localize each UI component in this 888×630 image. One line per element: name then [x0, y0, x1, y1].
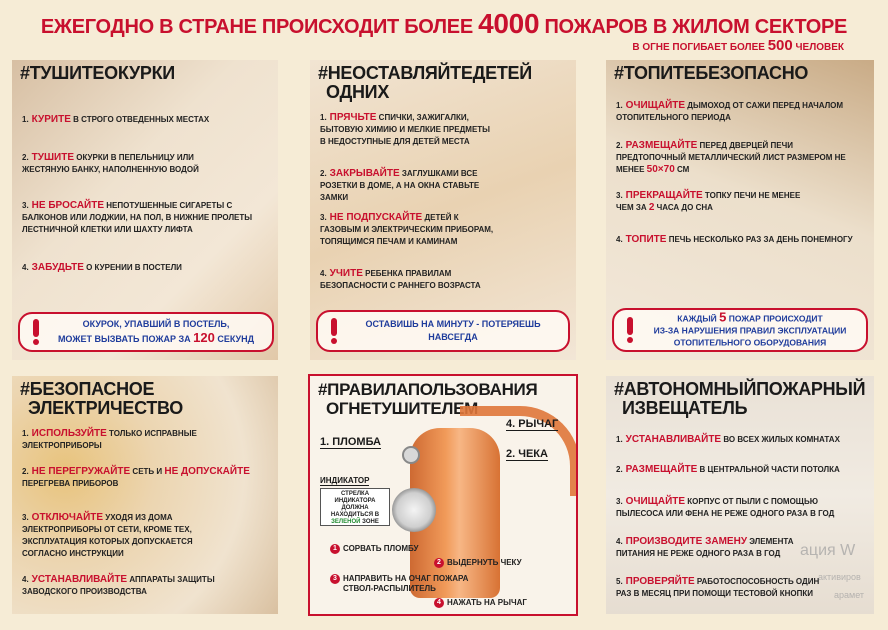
item-keyword: ОЧИЩАЙТЕ: [625, 100, 686, 111]
item-text: О КУРЕНИИ В ПОСТЕЛИ: [83, 263, 182, 272]
title-line: #БЕЗОПАСНОЕ: [20, 379, 155, 399]
step-item-sub: [343, 584, 436, 594]
list-item: [320, 112, 490, 148]
warning-line: НАВСЕГДА: [428, 332, 478, 342]
item-keyword: ЗАКРЫВАЙТЕ: [329, 168, 400, 179]
item-number: 1.: [616, 435, 623, 444]
panel-extinguisher: [308, 374, 578, 616]
item-number: 3.: [22, 513, 29, 522]
item-text: В СТРОГО ОТВЕДЕННЫХ МЕСТАХ: [70, 115, 210, 124]
item-keyword: РАЗМЕЩАЙТЕ: [625, 140, 698, 151]
exclamation-icon: [330, 318, 338, 344]
item-text: ЧАСА ДО СНА: [654, 203, 713, 212]
item-number: 3.: [22, 201, 29, 210]
title-line: #ПРАВИЛАПОЛЬЗОВАНИЯ: [318, 380, 538, 399]
list-item: [22, 466, 262, 490]
item-keyword: ТОПИТЕ: [625, 234, 667, 245]
item-text: ВО ВСЕХ ЖИЛЫХ КОМНАТАХ: [721, 435, 840, 444]
item-number: 4.: [22, 575, 29, 584]
exclamation-icon: [32, 319, 40, 345]
headline-number: 4000: [478, 8, 540, 39]
list-item: [616, 234, 866, 246]
step-item: [434, 598, 527, 608]
list-item: [22, 200, 262, 236]
item-text: ЭЛЕМЕНТА ПИТАНИЯ НЕ РЕЖЕ ОДНОГО РАЗА В ГОД: [616, 537, 794, 558]
list-item: [616, 190, 816, 214]
warning-line: ОКУРОК, УПАВШИЙ В ПОСТЕЛЬ,: [82, 319, 230, 329]
item-keyword: ТУШИТЕ: [31, 152, 75, 163]
item-number: 2.: [320, 169, 327, 178]
title-line: ИЗВЕЩАТЕЛЬ: [622, 398, 748, 418]
subheadline-number: 500: [767, 37, 793, 54]
panel-cigarettes: [12, 60, 278, 360]
label-indicator: ИНДИКАТОР: [320, 476, 370, 485]
step-text: НАПРАВИТЬ НА ОЧАГ ПОЖАРА: [343, 574, 469, 583]
item-number: 4.: [616, 235, 623, 244]
item-keyword: РАЗМЕЩАЙТЕ: [625, 464, 698, 475]
item-keyword: ОТКЛЮЧАЙТЕ: [31, 512, 104, 523]
item-number: 5.: [616, 577, 623, 586]
title-line: #АВТОНОМНЫЙПОЖАРНЫЙ: [614, 379, 866, 399]
item-text: ПЕЧЬ НЕСКОЛЬКО РАЗ ЗА ДЕНЬ ПОНЕМНОГУ: [666, 235, 853, 244]
item-text: ТОПКУ ПЕЧИ НЕ МЕНЕЕ ЧЕМ ЗА: [616, 191, 801, 212]
warning-line: КАЖДЫЙ: [677, 313, 720, 324]
item-text: НЕПОТУШЕННЫЕ СИГАРЕТЫ С БАЛКОНОВ ИЛИ ЛОДЖИИ, НА ПОЛ, В НИЖНИЕ ПРОЛЕТЫ ЛЕСТНИЧНОЙ КЛЕТКИ ИЛИ ШАХТУ ЛИФТА: [22, 201, 253, 234]
warning-text: [640, 309, 860, 349]
item-number: 2.: [22, 467, 29, 476]
step-text: НАЖАТЬ НА РЫЧАГ: [447, 598, 527, 607]
item-text: ЗАГЛУШКАМИ ВСЕ РОЗЕТКИ В ДОМЕ, А НА ОКНА СТАВЬТЕ ЗАМКИ: [320, 169, 480, 202]
list-item: [320, 168, 490, 204]
title-line: ЭЛЕКТРИЧЕСТВО: [28, 398, 183, 418]
step-text: СТВОЛ-РАСПЫЛИТЕЛЬ: [343, 584, 436, 593]
sub-headline: [632, 37, 844, 54]
list-item: [616, 434, 866, 446]
warning-callout: [612, 308, 868, 352]
item-keyword: 50×70: [646, 164, 675, 175]
title-line: ОГНЕТУШИТЕЛЕМ: [326, 399, 478, 418]
gauge-image: [392, 488, 436, 532]
item-number: 1.: [22, 115, 29, 124]
main-headline: [0, 8, 888, 40]
item-keyword: ПРОИЗВОДИТЕ ЗАМЕНУ: [625, 536, 748, 547]
warning-callout: [316, 310, 570, 352]
watermark-text: ация W: [800, 542, 856, 559]
step-item: [330, 574, 468, 584]
item-number: 2.: [616, 141, 623, 150]
step-item: [330, 544, 419, 554]
watermark-text: арамет: [834, 590, 865, 600]
step-text: СОРВАТЬ ПЛОМБУ: [343, 544, 419, 553]
panel-stove: [606, 60, 874, 360]
list-item: [22, 428, 222, 452]
label-pin: 2. ЧЕКА: [506, 448, 548, 460]
item-keyword: ПРЯЧЬТЕ: [329, 112, 377, 123]
item-keyword: ИСПОЛЬЗУЙТЕ: [31, 428, 107, 439]
item-text: ТОЛЬКО ИСПРАВНЫЕ ЭЛЕКТРОПРИБОРЫ: [22, 429, 197, 450]
subheadline-part: В ОГНЕ ПОГИБАЕТ БОЛЕЕ: [632, 42, 768, 53]
list-item: [22, 262, 242, 274]
list-item: [320, 268, 500, 292]
list-item: [616, 464, 866, 476]
item-keyword: НЕ БРОСАЙТЕ: [31, 200, 105, 211]
warning-number: 5: [719, 309, 727, 325]
indicator-text: СТРЕЛКА ИНДИКАТОРА ДОЛЖНА НАХОДИТЬСЯ В: [330, 491, 380, 518]
panel-title: #ТУШИТЕОКУРКИ: [20, 63, 175, 83]
panel-title: [20, 380, 274, 418]
step-item: [434, 558, 522, 568]
list-item: [22, 114, 242, 126]
seal-image: [402, 446, 420, 464]
item-keyword: ПРОВЕРЯЙТЕ: [625, 576, 695, 587]
indicator-green: ЗЕЛЕНОЙ: [331, 519, 361, 525]
item-text: СПИЧКИ, ЗАЖИГАЛКИ, БЫТОВУЮ ХИМИЮ И МЕЛКИЕ ПРЕДМЕТЫ В НЕДОСТУПНЫЕ ДЛЯ ДЕТЕЙ МЕСТА: [320, 113, 491, 146]
item-number: 4.: [616, 537, 623, 546]
warning-line: ОТОПИТЕЛЬНОГО ОБОРУДОВАНИЯ: [673, 337, 827, 348]
item-keyword: УСТАНАВЛИВАЙТЕ: [625, 434, 722, 445]
list-item: [22, 574, 232, 598]
item-keyword: 2: [648, 202, 655, 213]
item-keyword: УЧИТЕ: [329, 268, 363, 279]
title-line: ОДНИХ: [326, 82, 390, 102]
panel-electricity: [12, 376, 278, 614]
item-text: ПЕРЕД ДВЕРЦЕЙ ПЕЧИ ПРЕДТОПОЧНЫЙ МЕТАЛЛИЧЕСКИЙ ЛИСТ РАЗМЕРОМ НЕ МЕНЕЕ: [616, 141, 846, 174]
item-number: 4.: [320, 269, 327, 278]
indicator-note: [320, 488, 390, 526]
list-item: [616, 496, 866, 520]
warning-text: [46, 318, 266, 346]
item-keyword: НЕ ПЕРЕГРУЖАЙТЕ: [31, 466, 131, 477]
item-keyword: НЕ ПОДПУСКАЙТЕ: [329, 212, 423, 223]
item-keyword: КУРИТЕ: [31, 114, 71, 125]
item-text: ДЫМОХОД ОТ САЖИ ПЕРЕД НАЧАЛОМ ОТОПИТЕЛЬНОГО ПЕРИОДА: [616, 101, 844, 122]
item-text: СЕТЬ И: [130, 467, 165, 476]
warning-line: ПОЖАР ПРОИСХОДИТ: [726, 313, 823, 324]
step-number: 2: [434, 558, 444, 568]
step-number: 1: [330, 544, 340, 554]
step-number: 3: [330, 574, 340, 584]
item-text: УХОДЯ ИЗ ДОМА ЭЛЕКТРОПРИБОРЫ ОТ СЕТИ, КРОМЕ ТЕХ, ЭКСПЛУАТАЦИЯ КОТОРЫХ ДОПУСКАЕТСЯ СОГЛАСНО ИНСТРУКЦИИ: [22, 513, 193, 558]
warning-line: МОЖЕТ ВЫЗВАТЬ ПОЖАР ЗА: [57, 334, 194, 344]
warning-line: ОСТАВИШЬ НА МИНУТУ - ПОТЕРЯЕШЬ: [365, 319, 541, 329]
item-keyword: ЗАБУДЬТЕ: [31, 262, 84, 273]
warning-text: [344, 318, 562, 344]
item-text: АППАРАТЫ ЗАЩИТЫ ЗАВОДСКОГО ПРОИЗВОДСТВА: [22, 575, 215, 596]
label-lever: 4. РЫЧАГ: [506, 418, 559, 430]
warning-line: ИЗ-ЗА НАРУШЕНИЯ ПРАВИЛ ЭКСПЛУАТАЦИИ: [653, 325, 847, 336]
item-number: 3.: [320, 213, 327, 222]
panel-title: [318, 64, 572, 102]
indicator-text: ЗОНЕ: [360, 519, 379, 525]
item-keyword: НЕ ДОПУСКАЙТЕ: [164, 466, 250, 477]
list-item: [22, 152, 232, 176]
item-number: 4.: [22, 263, 29, 272]
watermark-text: активиров: [818, 572, 861, 582]
item-keyword: ПРЕКРАЩАЙТЕ: [625, 190, 703, 201]
item-number: 1.: [320, 113, 327, 122]
step-text: ВЫДЕРНУТЬ ЧЕКУ: [447, 558, 522, 567]
item-keyword: УСТАНАВЛИВАЙТЕ: [31, 574, 128, 585]
list-item: [22, 512, 222, 560]
item-text: РЕБЕНКА ПРАВИЛАМ БЕЗОПАСНОСТИ С РАННЕГО ВОЗРАСТА: [320, 269, 481, 290]
warning-line: СЕКУНД: [214, 334, 255, 344]
item-number: 3.: [616, 497, 623, 506]
list-item: [320, 212, 500, 248]
list-item: [616, 100, 846, 124]
item-text: РАБОТОСПОСОБНОСТЬ ОДИН РАЗ В МЕСЯЦ ПРИ ПОМОЩИ ТЕСТОВОЙ КНОПКИ: [616, 577, 820, 598]
item-number: 2.: [22, 153, 29, 162]
label-seal: 1. ПЛОМБА: [320, 436, 382, 448]
list-item: [616, 576, 836, 600]
item-text: СМ: [674, 165, 690, 174]
item-number: 1.: [616, 101, 623, 110]
warning-number: 120: [193, 330, 215, 345]
item-text: ДЕТЕЙ К ГАЗОВЫМ И ЭЛЕКТРИЧЕСКИМ ПРИБОРАМ, ТОПЯЩИМСЯ ПЕЧАМ И КАМИНАМ: [320, 213, 494, 246]
item-text: КОРПУС ОТ ПЫЛИ С ПОМОЩЬЮ ПЫЛЕСОСА ИЛИ ФЕНА НЕ РЕЖЕ ОДНОГО РАЗА В ГОД: [616, 497, 835, 518]
exclamation-icon: [626, 317, 634, 343]
item-number: 2.: [616, 465, 623, 474]
item-text: ПЕРЕГРЕВА ПРИБОРОВ: [22, 479, 119, 488]
item-text: В ЦЕНТРАЛЬНОЙ ЧАСТИ ПОТОЛКА: [697, 465, 840, 474]
panel-children: [310, 60, 576, 360]
item-number: 3.: [616, 191, 623, 200]
list-item: [616, 140, 860, 176]
item-text: ОКУРКИ В ПЕПЕЛЬНИЦУ ИЛИ ЖЕСТЯНУЮ БАНКУ, НАПОЛНЕННУЮ ВОДОЙ: [22, 153, 199, 174]
subheadline-part: ЧЕЛОВЕК: [792, 42, 844, 53]
panel-title: [614, 380, 870, 418]
warning-callout: [18, 312, 274, 352]
item-number: 1.: [22, 429, 29, 438]
headline-part: ПОЖАРОВ В ЖИЛОМ СЕКТОРЕ: [539, 16, 848, 38]
panel-title: #ТОПИТЕБЕЗОПАСНО: [614, 63, 809, 83]
headline-part: ЕЖЕГОДНО В СТРАНЕ ПРОИСХОДИТ БОЛЕЕ: [40, 16, 479, 38]
item-keyword: ОЧИЩАЙТЕ: [625, 496, 686, 507]
title-line: #НЕОСТАВЛЯЙТЕДЕТЕЙ: [318, 63, 532, 83]
step-number: 4: [434, 598, 444, 608]
list-item: [616, 536, 816, 560]
